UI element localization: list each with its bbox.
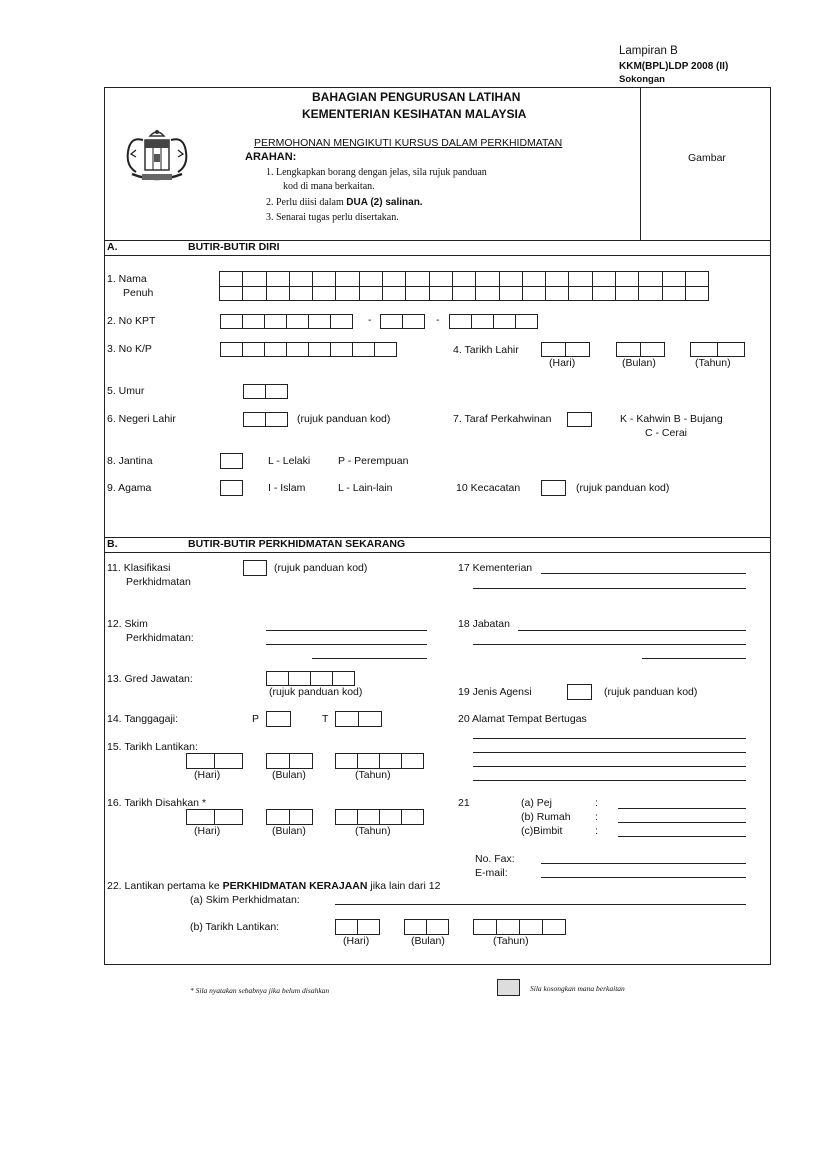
- photo-divider: [640, 87, 641, 241]
- section-a-title: BUTIR-BUTIR DIRI: [188, 241, 280, 253]
- input-cell[interactable]: [541, 342, 566, 357]
- input-cell[interactable]: [565, 342, 590, 357]
- input-cell[interactable]: [493, 314, 516, 329]
- input-cell[interactable]: [310, 671, 333, 686]
- input-cell[interactable]: [471, 314, 494, 329]
- input-cell[interactable]: [242, 314, 265, 329]
- disahkan-hari-caption: (Hari): [194, 825, 221, 837]
- nama-cell[interactable]: [475, 286, 499, 302]
- input-cell[interactable]: [220, 342, 243, 357]
- tanggagaji-t-label: T: [322, 713, 329, 725]
- fax-label: No. Fax:: [475, 853, 515, 865]
- klasifikasi-input[interactable]: [243, 560, 267, 576]
- jabatan-line-1[interactable]: [518, 630, 746, 631]
- no-kpt-part2[interactable]: [380, 314, 425, 329]
- nama-cell[interactable]: [405, 286, 429, 302]
- nama-cell[interactable]: [452, 271, 476, 287]
- input-cell[interactable]: [335, 919, 358, 935]
- kementerian-line-1[interactable]: [541, 573, 746, 574]
- negeri-rujuk-note: (rujuk panduan kod): [297, 413, 391, 425]
- jabatan-label: 18 Jabatan: [458, 618, 510, 630]
- instruction-3: 3. Senarai tugas perlu disertakan.: [266, 212, 399, 223]
- nama-cell[interactable]: [359, 286, 383, 302]
- rumah-colon: :: [595, 811, 598, 823]
- input-cell[interactable]: [186, 753, 215, 769]
- tanggagaji-t-input[interactable]: [335, 711, 382, 727]
- lantikan-bulan-caption: (Bulan): [272, 769, 306, 781]
- rumah-line[interactable]: [618, 822, 746, 823]
- tanggagaji-label: 14. Tanggagaji:: [107, 713, 179, 725]
- input-cell[interactable]: [357, 919, 380, 935]
- input-cell[interactable]: [402, 314, 425, 329]
- lahir-tahun-caption: (Tahun): [695, 357, 731, 369]
- klasifikasi-label: 11. Klasifikasi: [107, 562, 171, 574]
- taraf-perkahwinan-label: 7. Taraf Perkahwinan: [453, 413, 552, 425]
- input-cell[interactable]: [357, 753, 380, 769]
- no-kpt-part1[interactable]: [220, 314, 353, 329]
- nama-cell[interactable]: [592, 286, 616, 302]
- dash-1: -: [368, 314, 372, 326]
- tarikh22-bulan-caption: (Bulan): [411, 935, 445, 947]
- no-kpt-label: 2. No KPT: [107, 315, 156, 327]
- nama-cell[interactable]: [685, 271, 709, 287]
- input-cell[interactable]: [289, 753, 313, 769]
- bimbit-line[interactable]: [618, 836, 746, 837]
- input-cell[interactable]: [220, 314, 243, 329]
- input-cell[interactable]: [264, 342, 287, 357]
- disahkan-bulan-caption: (Bulan): [272, 825, 306, 837]
- gred-rujuk-note: (rujuk panduan kod): [269, 686, 363, 698]
- input-cell[interactable]: [374, 342, 397, 357]
- dash-2: -: [436, 314, 440, 326]
- input-cell[interactable]: [519, 919, 543, 935]
- photo-label: Gambar: [688, 152, 726, 164]
- input-cell[interactable]: [243, 412, 266, 427]
- input-cell[interactable]: [266, 753, 290, 769]
- tanggagaji-p-label: P: [252, 713, 260, 725]
- bimbit-colon: :: [595, 825, 598, 837]
- nama-cell[interactable]: [638, 271, 662, 287]
- input-cell[interactable]: [449, 314, 472, 329]
- cerai-legend: C - Cerai: [645, 427, 688, 439]
- disahkan-bulan-input[interactable]: [266, 809, 313, 825]
- input-cell[interactable]: [265, 412, 288, 427]
- alamat-line-1[interactable]: [473, 738, 746, 739]
- jenis-agensi-label: 19 Jenis Agensi: [458, 686, 532, 698]
- nama-cell[interactable]: [522, 286, 546, 302]
- input-cell[interactable]: [379, 753, 402, 769]
- input-cell[interactable]: [401, 753, 424, 769]
- coat-of-arms-icon: [118, 126, 196, 192]
- lantikan-pertama-bold: PERKHIDMATAN KERAJAAN: [222, 880, 368, 892]
- form-code: KKM(BPL)LDP 2008 (II): [619, 61, 729, 72]
- nama-cell[interactable]: [452, 286, 476, 302]
- lantikan-tahun-input[interactable]: [335, 753, 424, 769]
- agensi-rujuk-note: (rujuk panduan kod): [604, 686, 698, 698]
- islam-legend: I - Islam: [268, 482, 306, 494]
- nama-cell[interactable]: [662, 271, 686, 287]
- tarikh-lahir-label: 4. Tarikh Lahir: [453, 344, 519, 356]
- input-cell[interactable]: [473, 919, 497, 935]
- nama-cell[interactable]: [429, 286, 453, 302]
- input-cell[interactable]: [379, 809, 402, 825]
- perempuan-legend: P - Perempuan: [338, 455, 409, 467]
- pej-label: (a) Pej: [521, 797, 552, 809]
- jantina-label: 8. Jantina: [107, 455, 153, 467]
- lahir-hari-input[interactable]: [541, 342, 590, 357]
- tarikh-22-label: (b) Tarikh Lantikan:: [190, 921, 280, 933]
- lantikan-hari-input[interactable]: [186, 753, 243, 769]
- input-cell[interactable]: [288, 671, 311, 686]
- input-cell[interactable]: [264, 314, 287, 329]
- nama-cell[interactable]: [242, 271, 266, 287]
- nama-cell[interactable]: [662, 286, 686, 302]
- tarikh22-tahun-input[interactable]: [473, 919, 566, 935]
- nama-cell[interactable]: [382, 271, 406, 287]
- section-b-letter: B.: [107, 538, 118, 550]
- penuh-label: Penuh: [123, 287, 154, 299]
- nama-cell[interactable]: [382, 286, 406, 302]
- skim-label-2: Perkhidmatan:: [126, 632, 194, 644]
- nama-label: 1. Nama: [107, 273, 147, 285]
- nama-cell[interactable]: [289, 271, 313, 287]
- fax-line[interactable]: [541, 863, 746, 864]
- input-cell[interactable]: [289, 809, 313, 825]
- nama-cell[interactable]: [568, 271, 592, 287]
- lelaki-legend: L - Lelaki: [268, 455, 311, 467]
- input-cell[interactable]: [358, 711, 382, 727]
- tarikh22-tahun-caption: (Tahun): [493, 935, 529, 947]
- kecacatan-rujuk-note: (rujuk panduan kod): [576, 482, 670, 494]
- jantina-input[interactable]: [220, 453, 243, 469]
- kahwin-legend: K - Kahwin B - Bujang: [620, 413, 723, 425]
- input-cell[interactable]: [616, 342, 641, 357]
- input-cell[interactable]: [332, 671, 355, 686]
- input-cell[interactable]: [335, 809, 358, 825]
- tanggagaji-p-input[interactable]: [266, 711, 291, 727]
- input-cell[interactable]: [214, 753, 243, 769]
- nama-cell[interactable]: [615, 286, 639, 302]
- input-cell[interactable]: [286, 342, 309, 357]
- input-cell[interactable]: [357, 809, 380, 825]
- input-cell[interactable]: [265, 384, 288, 399]
- nama-cell[interactable]: [335, 271, 359, 287]
- negeri-lahir-input[interactable]: [243, 412, 288, 427]
- bimbit-label: (c)Bimbit: [521, 825, 563, 837]
- input-cell[interactable]: [286, 314, 309, 329]
- pej-line[interactable]: [618, 808, 746, 809]
- input-cell[interactable]: [335, 711, 359, 727]
- jabatan-line-2[interactable]: [473, 644, 746, 645]
- skim-line-2[interactable]: [266, 644, 427, 645]
- nama-cell[interactable]: [638, 286, 662, 302]
- lantikan-pertama-text: 22. Lantikan pertama ke: [107, 880, 223, 892]
- instruction-1-cont: kod di mana berkaitan.: [283, 181, 375, 192]
- agama-input[interactable]: [220, 480, 243, 496]
- alamat-line-2[interactable]: [473, 752, 746, 753]
- input-cell[interactable]: [330, 342, 353, 357]
- nama-input-grid[interactable]: [220, 272, 709, 301]
- lantikan-tahun-caption: (Tahun): [355, 769, 391, 781]
- tarikh-disahkan-label: 16. Tarikh Disahkan *: [107, 797, 207, 809]
- lantikan-bulan-input[interactable]: [266, 753, 313, 769]
- lahir-bulan-caption: (Bulan): [622, 357, 656, 369]
- tarikh-lantikan-label: 15. Tarikh Lantikan:: [107, 741, 198, 753]
- email-label: E-mail:: [475, 867, 508, 879]
- jenis-agensi-input[interactable]: [567, 684, 592, 700]
- instruction-2-text: 2. Perlu diisi dalam: [266, 197, 347, 208]
- input-cell[interactable]: [380, 314, 403, 329]
- taraf-perkahwinan-input[interactable]: [567, 412, 592, 427]
- lantikan-pertama-label: [107, 880, 440, 892]
- input-cell[interactable]: [335, 753, 358, 769]
- nama-cell[interactable]: [312, 271, 336, 287]
- input-cell[interactable]: [496, 919, 520, 935]
- instruction-2-bold: DUA (2) salinan.: [346, 197, 423, 208]
- section-a-letter: A.: [107, 241, 118, 253]
- kecacatan-label: 10 Kecacatan: [456, 482, 521, 494]
- field-21-label: 21: [458, 797, 470, 809]
- jabatan-line-3[interactable]: [642, 658, 746, 659]
- nama-cell[interactable]: [242, 286, 266, 302]
- agama-label: 9. Agama: [107, 482, 152, 494]
- lahir-bulan-input[interactable]: [616, 342, 665, 357]
- gred-jawatan-input[interactable]: [266, 671, 355, 686]
- title-line-1: BAHAGIAN PENGURUSAN LATIHAN: [312, 90, 521, 104]
- nama-cell[interactable]: [405, 271, 429, 287]
- tarikh22-hari-caption: (Hari): [343, 935, 370, 947]
- input-cell[interactable]: [242, 342, 265, 357]
- alamat-line-3[interactable]: [473, 766, 746, 767]
- alamat-line-4[interactable]: [473, 780, 746, 781]
- nama-cell[interactable]: [312, 286, 336, 302]
- alamat-label: 20 Alamat Tempat Bertugas: [458, 713, 587, 725]
- instruction-2: [266, 197, 423, 208]
- instruction-1: 1. Lengkapkan borang dengan jelas, sila rujuk panduan: [266, 167, 487, 178]
- nama-cell[interactable]: [568, 286, 592, 302]
- negeri-lahir-label: 6. Negeri Lahir: [107, 413, 176, 425]
- sokongan-label: Sokongan: [619, 74, 665, 85]
- kementerian-line-2[interactable]: [473, 588, 746, 589]
- lahir-hari-caption: (Hari): [549, 357, 576, 369]
- skim-line-3[interactable]: [312, 658, 427, 659]
- disahkan-tahun-input[interactable]: [335, 809, 424, 825]
- klasifikasi-rujuk-note: (rujuk panduan kod): [274, 562, 368, 574]
- umur-input[interactable]: [243, 384, 288, 399]
- input-cell[interactable]: [266, 809, 290, 825]
- nama-cell[interactable]: [266, 286, 290, 302]
- arahan-heading: ARAHAN:: [245, 151, 297, 163]
- input-cell[interactable]: [515, 314, 538, 329]
- nama-cell[interactable]: [266, 271, 290, 287]
- skim-label: 12. Skim: [107, 618, 148, 630]
- tarikh22-hari-input[interactable]: [335, 919, 380, 935]
- tarikh22-bulan-input[interactable]: [404, 919, 449, 935]
- nama-cell[interactable]: [219, 286, 243, 302]
- skim-22-line[interactable]: [335, 904, 746, 905]
- nama-cell[interactable]: [219, 271, 243, 287]
- input-cell[interactable]: [214, 809, 243, 825]
- input-cell[interactable]: [542, 919, 566, 935]
- nama-cell[interactable]: [615, 271, 639, 287]
- input-cell[interactable]: [352, 342, 375, 357]
- title-line-2: KEMENTERIAN KESIHATAN MALAYSIA: [302, 107, 527, 121]
- input-cell[interactable]: [426, 919, 449, 935]
- nama-cell[interactable]: [335, 286, 359, 302]
- skim-22-label: (a) Skim Perkhidmatan:: [190, 894, 300, 906]
- disahkan-hari-input[interactable]: [186, 809, 243, 825]
- form-subtitle: PERMOHONAN MENGIKUTI KURSUS DALAM PERKHIDMATAN: [254, 137, 563, 149]
- nama-cell[interactable]: [592, 271, 616, 287]
- no-kp-input[interactable]: [220, 342, 397, 357]
- nama-cell[interactable]: [499, 271, 523, 287]
- nama-cell[interactable]: [685, 286, 709, 302]
- input-cell[interactable]: [308, 342, 331, 357]
- lantikan-pertama-tail: jika lain dari 12: [367, 880, 441, 892]
- nama-cell[interactable]: [429, 271, 453, 287]
- umur-label: 5. Umur: [107, 385, 145, 397]
- input-cell[interactable]: [690, 342, 718, 357]
- skim-line-1[interactable]: [266, 630, 427, 631]
- nama-cell[interactable]: [545, 286, 569, 302]
- email-line[interactable]: [541, 877, 746, 878]
- gred-jawatan-label: 13. Gred Jawatan:: [107, 673, 193, 685]
- input-cell[interactable]: [404, 919, 427, 935]
- kementerian-label: 17 Kementerian: [458, 562, 533, 574]
- nama-cell[interactable]: [359, 271, 383, 287]
- footnote-disahkan: * Sila nyatakan sebabnya jika belum disahkan: [190, 986, 330, 995]
- lainlain-legend: L - Lain-lain: [338, 482, 393, 494]
- lahir-tahun-input[interactable]: [690, 342, 745, 357]
- input-cell[interactable]: [308, 314, 331, 329]
- pej-colon: :: [595, 797, 598, 809]
- section-b-title: BUTIR-BUTIR PERKHIDMATAN SEKARANG: [188, 538, 406, 550]
- footnote-kosongkan: Sila kosongkan mana berkaitan: [530, 984, 625, 993]
- rumah-label: (b) Rumah: [521, 811, 571, 823]
- input-cell[interactable]: [186, 809, 215, 825]
- klasifikasi-label-2: Perkhidmatan: [126, 576, 191, 588]
- input-cell[interactable]: [717, 342, 745, 357]
- kecacatan-input[interactable]: [541, 480, 566, 496]
- nama-cell[interactable]: [475, 271, 499, 287]
- input-cell[interactable]: [243, 384, 266, 399]
- nama-cell[interactable]: [545, 271, 569, 287]
- no-kpt-part3[interactable]: [449, 314, 538, 329]
- input-cell[interactable]: [330, 314, 353, 329]
- nama-cell[interactable]: [289, 286, 313, 302]
- no-kp-label: 3. No K/P: [107, 343, 152, 355]
- nama-cell[interactable]: [522, 271, 546, 287]
- input-cell[interactable]: [401, 809, 424, 825]
- disahkan-tahun-caption: (Tahun): [355, 825, 391, 837]
- input-cell[interactable]: [640, 342, 665, 357]
- kosongkan-legend-box: [497, 979, 520, 996]
- lantikan-hari-caption: (Hari): [194, 769, 221, 781]
- nama-cell[interactable]: [499, 286, 523, 302]
- lampiran-label: Lampiran B: [619, 45, 678, 57]
- input-cell[interactable]: [266, 671, 289, 686]
